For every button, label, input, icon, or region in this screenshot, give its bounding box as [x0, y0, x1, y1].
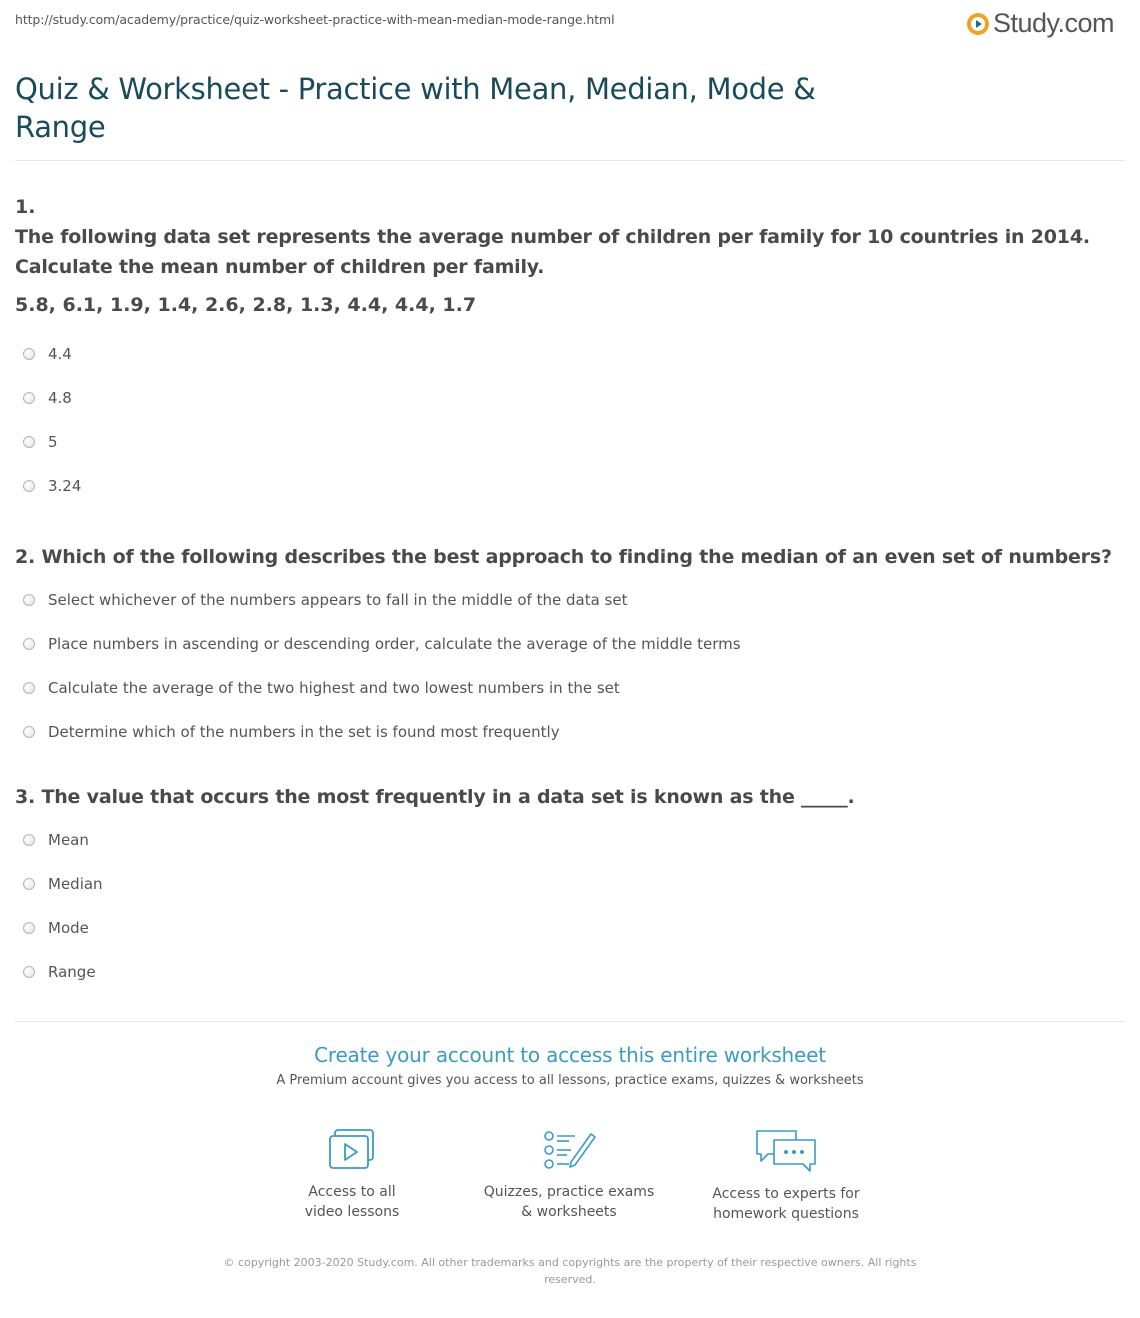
answer-option[interactable] — [15, 710, 1125, 754]
question-3 — [15, 782, 1125, 994]
answer-option-label: Median — [48, 875, 103, 893]
radio-button[interactable] — [23, 348, 35, 360]
radio-button[interactable] — [23, 726, 35, 738]
radio-button[interactable] — [23, 436, 35, 448]
answer-option[interactable] — [15, 666, 1125, 710]
answer-option[interactable] — [15, 420, 1125, 464]
feature-video-lessons — [252, 1128, 452, 1222]
radio-button[interactable] — [23, 638, 35, 650]
answer-option-label: 4.4 — [48, 345, 72, 363]
answer-option-label: 4.8 — [48, 389, 72, 407]
page-url: http://study.com/academy/practice/quiz-worksheet-practice-with-mean-median-mode-range.html — [15, 12, 615, 27]
question-3-text: 3. The value that occurs the most frequently in a data set is known as the _____. — [15, 786, 855, 808]
question-1-data-set: 5.8, 6.1, 1.9, 1.4, 2.6, 2.8, 1.3, 4.4, 4.4, 1.7 — [15, 294, 477, 316]
answer-option-label: Mode — [48, 919, 89, 937]
feature-line-2: homework questions — [713, 1206, 859, 1222]
cta-divider — [15, 1021, 1125, 1022]
radio-button[interactable] — [23, 878, 35, 890]
radio-button[interactable] — [23, 966, 35, 978]
answer-option[interactable] — [15, 818, 1125, 862]
answer-option-label: Mean — [48, 831, 89, 849]
radio-button[interactable] — [23, 594, 35, 606]
account-cta — [0, 1043, 1140, 1088]
answer-option-label: Select whichever of the numbers appears to fall in the middle of the data set — [48, 591, 628, 609]
answer-option[interactable] — [15, 862, 1125, 906]
question-2-text: 2. Which of the following describes the best approach to finding the median of an even set of numbers? — [15, 546, 1112, 568]
title-divider — [15, 160, 1125, 161]
answer-option[interactable] — [15, 332, 1125, 376]
answer-option-label: Determine which of the numbers in the set is found most frequently — [48, 723, 560, 741]
logo-text: Study.com — [992, 8, 1114, 38]
study-logo-icon — [967, 13, 989, 35]
answer-option[interactable] — [15, 578, 1125, 622]
answer-option[interactable] — [15, 464, 1125, 508]
feature-line-2: video lessons — [304, 1204, 400, 1220]
feature-line-2: & worksheets — [521, 1204, 617, 1220]
answer-option-label: Place numbers in ascending or descending order, calculate the average of the middle terms — [48, 635, 741, 653]
radio-button[interactable] — [23, 834, 35, 846]
feature-line-1: Access to all — [308, 1184, 396, 1200]
answer-option-label: Calculate the average of the two highest and two lowest numbers in the set — [48, 679, 620, 697]
cta-subtitle: A Premium account gives you access to all lessons, practice exams, quizzes & worksheets — [276, 1073, 864, 1088]
quiz-checklist-icon — [541, 1128, 597, 1172]
copyright-footer: © copyright 2003-2020 Study.com. All other trademarks and copyrights are the property of their respective owners. All rights reserved. — [223, 1256, 917, 1286]
question-1-text: The following data set represents the average number of children per family for 10 countries in 2014. Calculate the mean number of children per family. — [15, 226, 1090, 278]
question-2-options — [15, 578, 1125, 754]
feature-quizzes — [469, 1128, 669, 1222]
question-3-options — [15, 818, 1125, 994]
feature-line-1: Access to experts for — [712, 1186, 860, 1202]
radio-button[interactable] — [23, 922, 35, 934]
answer-option[interactable] — [15, 376, 1125, 420]
answer-option-label: Range — [48, 963, 96, 981]
chat-bubbles-icon — [754, 1128, 818, 1174]
radio-button[interactable] — [23, 682, 35, 694]
feature-line-1: Quizzes, practice exams — [483, 1184, 655, 1200]
radio-button[interactable] — [23, 392, 35, 404]
question-1-number: 1. — [15, 196, 36, 218]
answer-option[interactable] — [15, 950, 1125, 994]
question-1 — [15, 192, 1125, 508]
radio-button[interactable] — [23, 480, 35, 492]
answer-option[interactable] — [15, 622, 1125, 666]
answer-option-label: 5 — [48, 433, 58, 451]
question-1-options — [15, 332, 1125, 508]
answer-option-label: 3.24 — [48, 477, 82, 495]
question-2 — [15, 542, 1125, 754]
create-account-link[interactable]: Create your account to access this entire worksheet — [314, 1043, 826, 1067]
answer-option[interactable] — [15, 906, 1125, 950]
study-logo[interactable] — [967, 8, 1114, 39]
page-title: Quiz & Worksheet - Practice with Mean, Median, Mode & Range — [15, 72, 816, 144]
feature-experts — [686, 1128, 886, 1224]
video-lesson-icon — [326, 1128, 378, 1172]
